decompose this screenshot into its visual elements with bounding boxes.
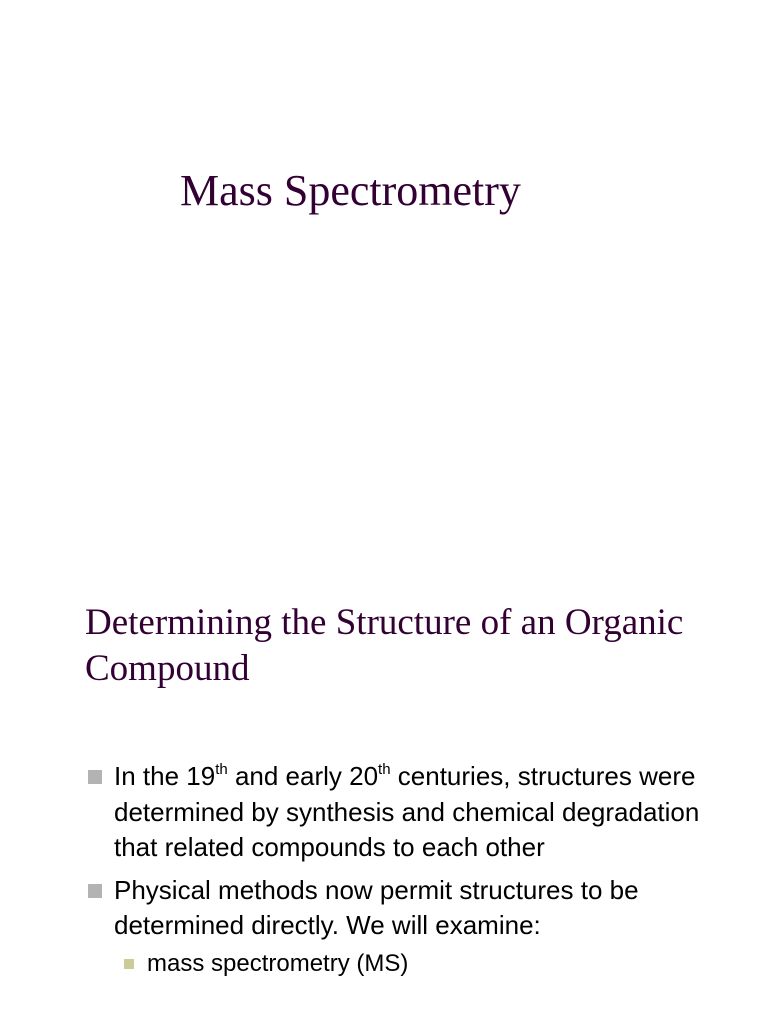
sub-bullet-item-ms bbox=[114, 949, 745, 979]
bullet-text: Physical methods now permit structures to be determined directly. We will examine: bbox=[114, 874, 639, 940]
bullet-text-part: centuries, structures were determined by synthesis and chemical degradation that related compounds to each other bbox=[114, 761, 700, 862]
sub-bullet-text: mass spectrometry (MS) bbox=[147, 949, 409, 977]
slide-title: Mass Spectrometry bbox=[180, 166, 521, 215]
bullet-item-physical-methods bbox=[85, 873, 745, 979]
bullet-list bbox=[85, 759, 745, 986]
bullet-text-part: In the 19 bbox=[114, 761, 216, 791]
square-bullet-icon bbox=[88, 884, 102, 898]
section-heading: Determining the Structure of an Organic Compound bbox=[85, 602, 684, 689]
bullet-text-part: and early 20 bbox=[227, 761, 379, 791]
superscript-th: th bbox=[378, 761, 391, 779]
bullet-item-history bbox=[85, 759, 745, 866]
sub-bullet-list bbox=[114, 949, 745, 979]
square-sub-bullet-icon bbox=[124, 959, 134, 969]
square-bullet-icon bbox=[88, 770, 102, 784]
superscript-th: th bbox=[215, 761, 228, 779]
